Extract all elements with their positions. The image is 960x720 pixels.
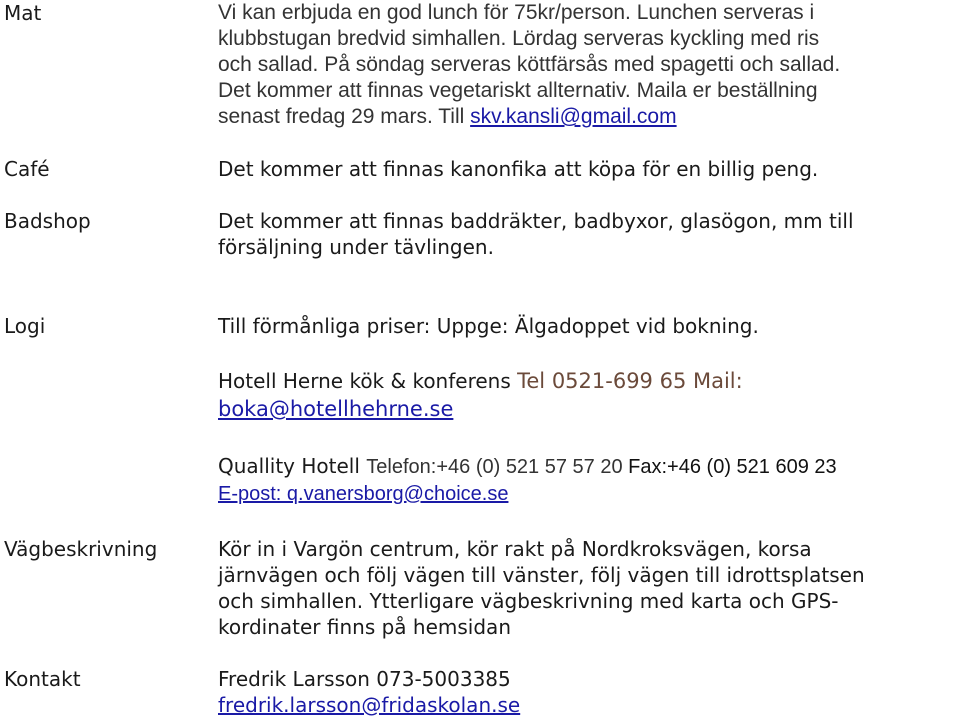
kontakt-email-link[interactable]: fredrik.larsson@fridaskolan.se bbox=[218, 693, 521, 717]
cafe-text: Det kommer att finnas kanonfika att köpa för en billig peng. bbox=[218, 157, 819, 181]
kontakt-text bbox=[218, 666, 956, 718]
hotel-herne-name: Hotell Herne kök & konferens bbox=[218, 369, 518, 393]
vagbeskrivning-line: järnvägen och följ vägen till vänster, följ vägen till idrottsplatsen bbox=[218, 563, 865, 587]
vagbeskrivning-line: Kör in i Vargön centrum, kör rakt på Nordkroksvägen, korsa bbox=[218, 537, 812, 561]
badshop-line: försäljning under tävlingen. bbox=[218, 235, 494, 259]
vagbeskrivning-line: och simhallen. Ytterligare vägbeskrivning med karta och GPS- bbox=[218, 589, 839, 613]
vagbeskrivning-text bbox=[218, 536, 956, 640]
mat-label: Mat bbox=[4, 1, 42, 25]
cafe-label: Café bbox=[4, 157, 50, 181]
hotel-quality-phone: Telefon:+46 (0) 521 57 57 20 bbox=[366, 456, 629, 478]
badshop-text bbox=[218, 208, 956, 260]
mat-line-last bbox=[218, 104, 956, 130]
mat-last-prefix: senast fredag 29 mars. Till bbox=[218, 105, 471, 128]
mat-line: Det kommer att finnas vegetariskt allternativ. Maila er beställning bbox=[218, 79, 818, 102]
badshop-label: Badshop bbox=[4, 209, 91, 233]
hotel-quality-name: Quallity Hotell bbox=[218, 454, 367, 478]
logi-label: Logi bbox=[4, 314, 46, 338]
kontakt-name-phone: Fredrik Larsson 073-5003385 bbox=[218, 667, 511, 691]
mat-text bbox=[218, 0, 956, 130]
hotel-herne-email-link[interactable]: boka@hotellhehrne.se bbox=[218, 397, 454, 421]
hotel-herne bbox=[218, 368, 956, 422]
hotel-herne-line bbox=[218, 368, 956, 394]
badshop-line: Det kommer att finnas baddräkter, badbyxor, glasögon, mm till bbox=[218, 209, 854, 233]
vagbeskrivning-label: Vägbeskrivning bbox=[4, 537, 158, 561]
hotel-herne-contact: Tel 0521-699 65 Mail: bbox=[517, 369, 743, 393]
vagbeskrivning-line: kordinater finns på hemsidan bbox=[218, 615, 511, 639]
mat-email-link[interactable]: skv.kansli@gmail.com bbox=[470, 105, 677, 128]
hotel-quality-fax: Fax:+46 (0) 521 609 23 bbox=[628, 456, 837, 478]
logi-intro: Till förmånliga priser: Uppge: Älgadoppet vid bokning. bbox=[218, 314, 759, 338]
mat-line: och sallad. På söndag serveras köttfärsås med spagetti och sallad. bbox=[218, 53, 841, 76]
mat-line: klubbstugan bredvid simhallen. Lördag serveras kyckling med ris bbox=[218, 27, 820, 50]
hotel-quality bbox=[218, 453, 956, 507]
kontakt-label: Kontakt bbox=[4, 667, 81, 691]
mat-line: Vi kan erbjuda en god lunch för 75kr/person. Lunchen serveras i bbox=[218, 1, 815, 24]
hotel-quality-email-link[interactable]: E-post: q.vanersborg@choice.se bbox=[218, 483, 509, 505]
hotel-quality-line bbox=[218, 453, 956, 480]
